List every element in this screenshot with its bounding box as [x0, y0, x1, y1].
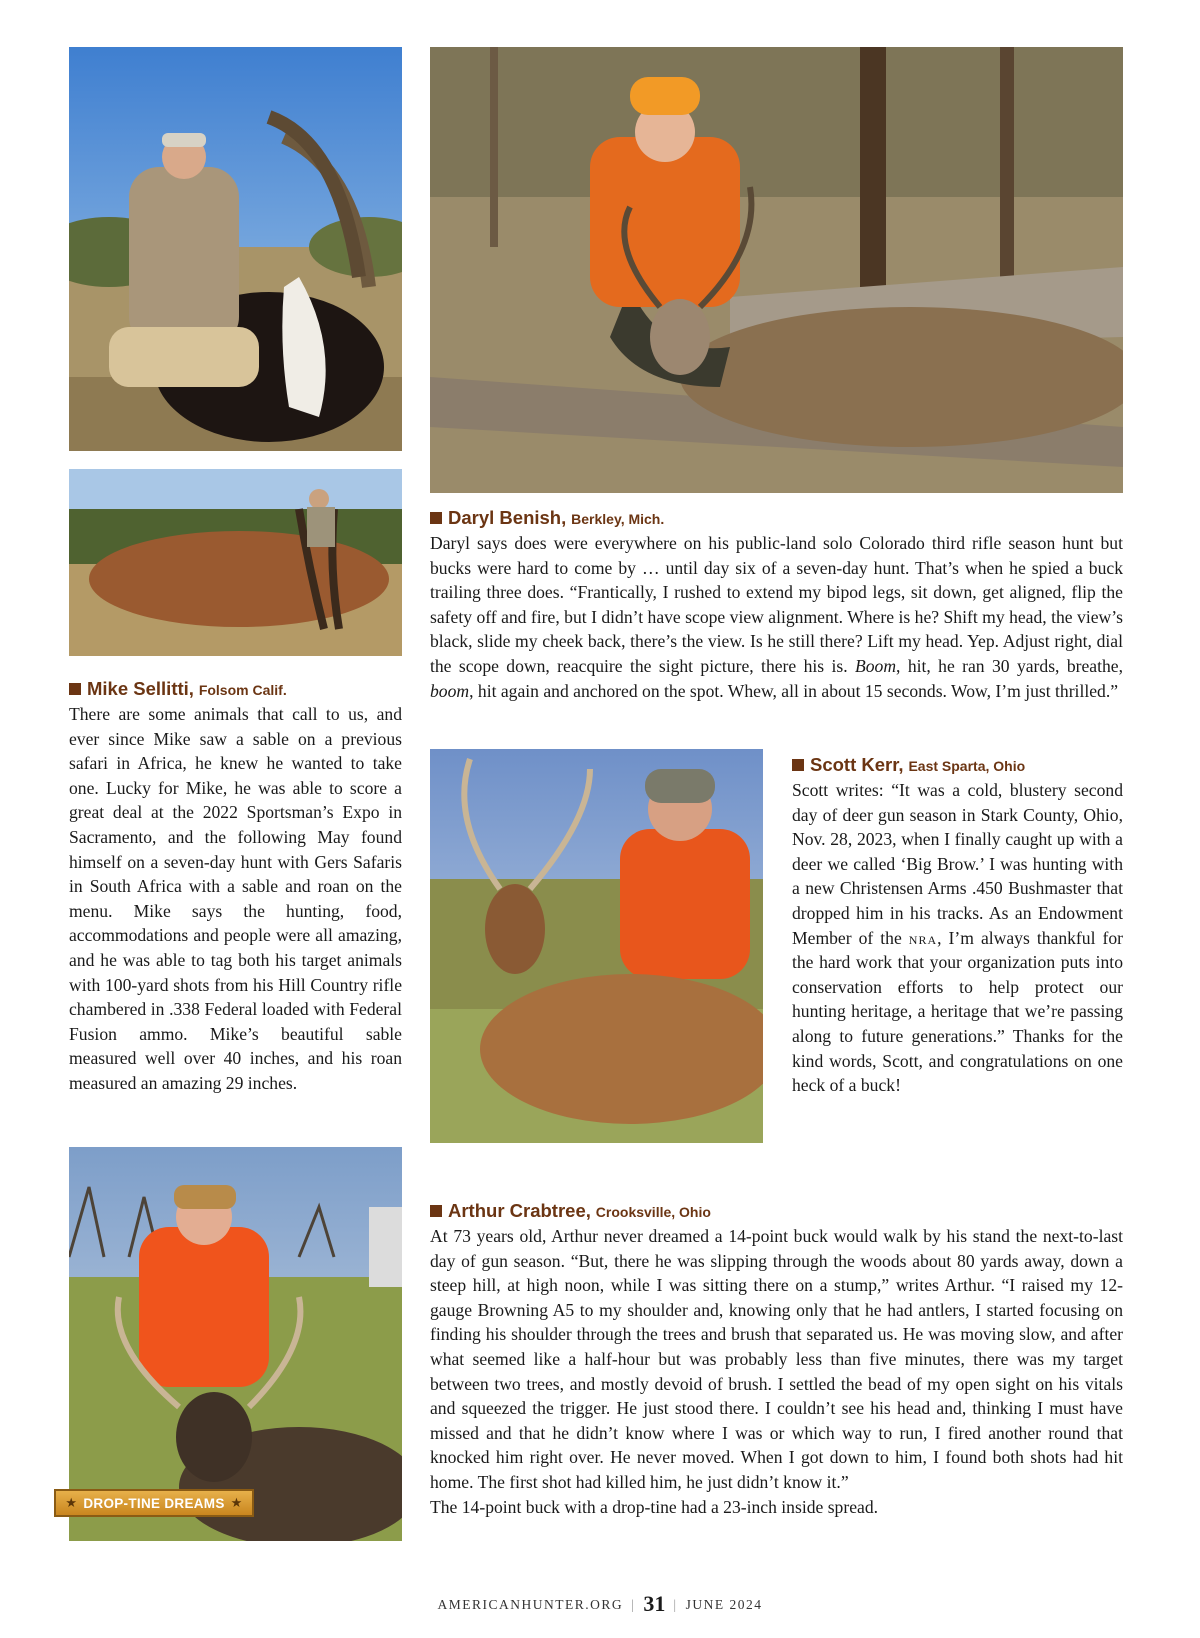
- heading-square-icon: [69, 683, 81, 695]
- story-benish-body-3: , hit again and anchored on the spot. Whew, all in about 15 seconds. Wow, I’m just thrilled.”: [469, 680, 1119, 701]
- footer-divider: |: [673, 1597, 678, 1612]
- story-benish-body-2: , hit, he ran 30 yards, breathe,: [896, 655, 1123, 676]
- story-kerr-body: [792, 778, 1123, 1098]
- mule-deer-photo-art: [430, 47, 1123, 493]
- star-icon: ★: [65, 1495, 78, 1510]
- story-benish-location: Berkley, Mich.: [571, 511, 665, 527]
- story-kerr-location: East Sparta, Ohio: [908, 758, 1026, 774]
- story-crabtree: [430, 1199, 1123, 1519]
- story-benish: [430, 506, 1123, 703]
- heading-square-icon: [792, 759, 804, 771]
- story-crabtree-name: Arthur Crabtree,: [448, 1200, 591, 1221]
- footer-divider: |: [631, 1597, 636, 1612]
- story-kerr-name: Scott Kerr,: [810, 754, 904, 775]
- story-crabtree-location: Crooksville, Ohio: [595, 1204, 711, 1220]
- story-kerr-heading: [792, 753, 1123, 778]
- story-sellitti: [69, 677, 402, 1096]
- story-benish-heading: [430, 506, 1123, 531]
- page-footer: [0, 1591, 1200, 1617]
- story-crabtree-body: At 73 years old, Arthur never dreamed a 14-point buck would walk by his stand the next-to-last day of gun season. “But, there he was slipping through the woods about 80 yards away, down a steep hill, at high noon, while I was sitting there on a stump,” writes Arthur. “I raised my 12-gauge Browning A5 to my shoulder and, knowing only that he had antlers, I started focusing on finding his shoulder through the trees and brush that separated us. He was moving slow, and after what seemed like a half-hour but was probably less than five minutes, there was my target between two trees, and mostly devoid of brush. I settled the bead of my open sight on his vitals and squeezed the trigger. He just stood there. I couldn’t see his head and, thinking I must have missed and that he didn’t know where I was or which way to run, I fired another round that knocked him right over. He never moved. When I got down to him, I found both shots had hit home. The first shot had killed him, he just didn’t know it.”: [430, 1226, 1123, 1492]
- heading-square-icon: [430, 1205, 442, 1217]
- story-benish-em-2: boom: [430, 680, 470, 701]
- photo-sellitti-roan: [69, 469, 402, 656]
- star-icon: ★: [230, 1495, 243, 1510]
- page-number: 31: [643, 1591, 666, 1616]
- story-benish-name: Daryl Benish,: [448, 507, 567, 528]
- story-crabtree-heading: [430, 1199, 1123, 1224]
- sable-photo-art: [69, 47, 402, 451]
- footer-date: JUNE 2024: [685, 1597, 763, 1612]
- heading-square-icon: [430, 512, 442, 524]
- photo-sellitti-sable: [69, 47, 402, 451]
- story-crabtree-closing: The 14-point buck with a drop-tine had a 23-inch inside spread.: [430, 1496, 879, 1517]
- drop-tine-banner: [54, 1489, 254, 1517]
- story-benish-body-1: Daryl says does were everywhere on his public-land solo Colorado third rifle season hunt but bucks were hard to come by … until day six of a seven-day hunt. That’s when he spied a buck trailing three does. “Frantically, I rushed to extend my bipod legs, sit down, get aligned, flip the safety off and fire, but I didn’t have scope view alignment. Where is he? Shift my head, the view’s black, slide my cheek back, there’s the view. Is he still there? Lift my head. Yep. Adjust right, dial the scope down, reacquire the sight picture, there his is.: [430, 533, 1123, 676]
- footer-site: AMERICANHUNTER.ORG: [437, 1597, 624, 1612]
- drop-tine-banner-label: DROP-TINE DREAMS: [83, 1495, 225, 1511]
- photo-benish-mule-deer: [430, 47, 1123, 493]
- story-kerr: [792, 753, 1123, 1098]
- story-kerr-body-1: Scott writes: “It was a cold, blustery second day of deer gun season in Stark County, Ohio, Nov. 28, 2023, when I finally caught up with a deer we called ‘Big Brow.’ I was hunting with a new Christensen Arms .450 Bushmaster that dropped him in his tracks. As an Endowment Member of the: [792, 780, 1123, 948]
- story-sellitti-body: There are some animals that call to us, and ever since Mike saw a sable on a previous safari in Africa, he knew he wanted to take one. Lucky for Mike, he was able to score a great deal at the 2022 Sportsman’s Expo in Sacramento, and the following May found himself on a seven-day hunt with Gers Safaris in South Africa with a sable and roan on the menu. Mike says the hunting, food, accommodations and people were all amazing, and he was able to tag both his target animals with 100-yard shots from his Hill Country rifle chambered in .338 Federal loaded with Federal Fusion ammo. Mike’s beautiful sable measured well over 40 inches, and his roan measured an amazing 29 inches.: [69, 704, 402, 1093]
- photo-crabtree-whitetail: [69, 1147, 402, 1541]
- story-sellitti-location: Folsom Calif.: [198, 682, 287, 698]
- story-sellitti-name: Mike Sellitti,: [87, 678, 194, 699]
- story-kerr-nra: nra: [908, 927, 938, 948]
- story-benish-em-1: Boom: [855, 655, 897, 676]
- story-kerr-body-2: , I’m always thankful for the hard work that your organization puts into conservation efforts to help protect our hunting heritage, a heritage that we’re passing along to future generations.” Thanks for the kind words, Scott, and congratulations on one heck of a buck!: [792, 927, 1123, 1096]
- crabtree-photo-art: [69, 1147, 402, 1541]
- story-sellitti-heading: [69, 677, 402, 702]
- kerr-photo-art: [430, 749, 763, 1143]
- photo-kerr-whitetail: [430, 749, 763, 1143]
- roan-photo-art: [69, 469, 402, 656]
- story-benish-body: [430, 531, 1123, 703]
